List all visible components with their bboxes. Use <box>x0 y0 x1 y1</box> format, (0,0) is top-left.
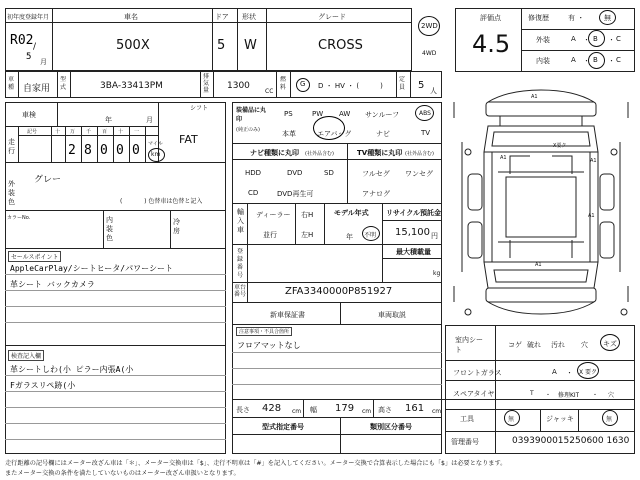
inspection-label: 車検 <box>22 111 36 119</box>
seat-tear: 破れ <box>527 341 541 349</box>
doors: 5 <box>217 38 226 53</box>
mile-label: マイル <box>148 141 163 147</box>
exterior-label: 外装 <box>536 36 550 44</box>
mileage-unit-man: 万 <box>70 129 76 135</box>
score-title: 評価点 <box>480 14 501 22</box>
damage-a1: A1 <box>588 213 595 219</box>
navi-sd: SD <box>324 169 334 177</box>
tv-analog: アナログ <box>362 190 390 198</box>
ext-sep2: ・ <box>608 36 615 44</box>
fuel-label: 燃料 <box>280 76 287 91</box>
notes-label: 注意事項・不具合箇所 <box>236 327 292 336</box>
model-label: 型式 <box>60 76 67 91</box>
equip-tv: TV <box>421 129 431 137</box>
width-label: 幅 <box>310 406 317 414</box>
recycle-yen: 円 <box>431 232 438 240</box>
grade-label: グレード <box>318 13 346 21</box>
repair-label: 修復歴 <box>528 14 549 22</box>
chassis-label: 車台番号 <box>234 284 247 298</box>
reg-no-label: 登録番号 <box>237 248 244 279</box>
equip-sunroof: サンルーフ <box>365 111 400 119</box>
mileage-unit-ichi: 一 <box>134 129 140 135</box>
usage: 自家用 <box>23 84 51 94</box>
interior-color-label: 内装色 <box>106 216 113 242</box>
mileage-digit: 8 <box>84 143 92 158</box>
category-label: 類別区分番号 <box>370 423 412 431</box>
model-year-unknown: 不明 <box>364 232 377 239</box>
jack-value: 無 <box>606 416 613 423</box>
int-b: B <box>593 56 598 64</box>
displacement: 1300 <box>227 81 250 91</box>
new-warranty-label: 新車保証書 <box>270 311 305 319</box>
jack-label: ジャッキ <box>546 415 574 423</box>
equip-aw: AW <box>339 110 351 118</box>
equip-pw: PW <box>312 110 324 118</box>
month-unit: 月 <box>40 58 47 66</box>
tv-fullseg: フルセグ <box>362 170 390 178</box>
mileage-unit-ju: 十 <box>118 129 124 135</box>
spare-sep1: ・ <box>545 392 552 399</box>
first-reg-label: 初年度登録年月 <box>7 14 50 21</box>
equip-airbag: エアバッグ <box>317 130 352 138</box>
first-reg-slash: / <box>33 42 37 52</box>
tool-label: 工具 <box>460 415 474 423</box>
grade: CROSS <box>318 38 363 53</box>
footer-line2: またメーター交換の条件を満たしていないものはメーター改ざん車扱いとなります。 <box>5 470 240 477</box>
sales-point: AppleCarPlay/シートヒータ/パワーシート <box>10 264 173 273</box>
interior-label: 内装 <box>536 57 550 65</box>
tv-oneseg: ワンセグ <box>405 170 433 178</box>
model-code: 3BA-33413PM <box>100 81 163 91</box>
mileage-digit: 0 <box>100 143 108 158</box>
spare-label: スペアタイヤ <box>453 390 495 398</box>
chassis-no: ZFA3340000P851927 <box>285 286 393 297</box>
int-sep2: ・ <box>608 57 615 65</box>
capacity-unit: 人 <box>430 87 437 95</box>
fuel-g: G <box>300 80 306 88</box>
cooling-label: 冷房 <box>173 218 180 235</box>
damage-a1: A1 <box>531 94 538 100</box>
max-load-kg: kg <box>433 270 441 277</box>
windshield-a: A <box>552 368 557 376</box>
ext-color: グレー <box>34 175 62 185</box>
spare-kit: 修理KIT <box>558 392 580 399</box>
color-change-note: ( ) 色替車は色替と記入 <box>120 198 203 205</box>
import-parallel: 並行 <box>263 231 277 239</box>
model-year-unit: 年 <box>346 233 353 241</box>
length-cm: cm <box>292 408 302 415</box>
mileage-unit-sen: 千 <box>86 129 92 135</box>
shift: FAT <box>179 133 198 146</box>
recycle-label: リサイクル預託金 <box>386 209 442 217</box>
seat-hole: 穴 <box>581 341 588 349</box>
navi-label: ナビ種類に丸印 <box>250 149 299 157</box>
import-dealer: ディーラー <box>256 211 291 219</box>
sales-point-label: セールスポイント <box>8 251 61 262</box>
length-label: 長さ <box>236 406 250 414</box>
tv-label: TV種類に丸印 <box>357 149 403 157</box>
shape-label: 形状 <box>242 13 256 21</box>
spare-t: T <box>530 390 534 397</box>
door-label: ドア <box>215 13 229 21</box>
score-value: 4.5 <box>472 30 511 58</box>
footer-line1: 走行距離の記号欄にはメーター改ざん車は「＊」、メーター交換車は「$」、走行不明車は「#」を記入してください。メーター交換で合算表示した場合にも「$」は必要となります。 <box>5 460 507 467</box>
navi-dvd-playback: DVD再生可 <box>277 190 314 198</box>
ext-color-label: 外装色 <box>8 180 15 206</box>
mileage-digit: 0 <box>116 143 124 158</box>
windshield-sep: ・ <box>566 369 573 377</box>
color-no-label: カラーNo. <box>7 215 31 221</box>
repair-options: 有 ・ <box>568 14 585 22</box>
shift-label: シフト <box>190 105 209 112</box>
equip-navi: ナビ <box>376 130 390 138</box>
inspection-year: 年 <box>105 116 112 124</box>
first-reg-month: 5 <box>26 52 32 62</box>
shape: W <box>244 38 257 53</box>
int-c: C <box>616 56 621 64</box>
height: 161 <box>405 403 425 414</box>
equip-ps: PS <box>284 110 293 118</box>
seat-burn: コゲ <box>508 341 522 349</box>
import-left: 左H <box>301 231 314 239</box>
max-load-label: 最大積載量 <box>396 248 431 256</box>
ext-sep1: ・ <box>583 36 590 44</box>
usage-label: 車種 <box>8 76 15 91</box>
seat-dirt: 汚れ <box>551 341 565 349</box>
type-label: 型式指定番号 <box>262 423 304 431</box>
sales-point: 革シート バックカメラ <box>10 280 95 289</box>
import-label: 輸入車 <box>237 208 244 234</box>
mileage-unit-10k: 十 <box>55 129 61 135</box>
ext-c: C <box>616 35 621 43</box>
mgmt-label: 管理番号 <box>451 438 479 446</box>
tv-sub: (社外品含む) <box>405 151 434 157</box>
spare-sep2: ・ <box>592 392 599 399</box>
windshield-selected: X 要ク <box>579 369 598 376</box>
ext-a: A <box>571 35 576 43</box>
car-name-label: 車名 <box>124 13 138 21</box>
int-sep1: ・ <box>583 57 590 65</box>
first-reg-year: R02 <box>10 33 34 48</box>
equip-abs: ABS <box>419 110 431 117</box>
length: 428 <box>262 403 282 414</box>
manual-label: 車両取説 <box>378 311 406 319</box>
interior-seat-label: 室内シート <box>455 336 483 354</box>
capacity: 5 <box>418 80 425 91</box>
ext-b: B <box>593 35 598 43</box>
km-label: km <box>151 151 161 158</box>
navi-hdd: HDD <box>245 169 262 177</box>
equipment-sub: (純正のみ) <box>236 127 260 133</box>
model-year-label: モデル年式 <box>334 209 369 217</box>
car-name: 500X <box>116 38 150 53</box>
height-cm: cm <box>432 408 442 415</box>
inspector-label: 検査記入欄 <box>8 350 44 361</box>
notes: フロアマットなし <box>237 341 301 350</box>
seat-scratch: キズ <box>603 340 617 348</box>
navi-dvd: DVD <box>287 169 303 177</box>
int-a: A <box>571 56 576 64</box>
mileage-label: 走行 <box>8 138 15 155</box>
equipment-label: 装備品に丸印 <box>236 107 266 123</box>
car-diagram <box>448 82 635 322</box>
import-right: 右H <box>301 211 314 219</box>
mileage-digit: 2 <box>68 143 76 158</box>
mileage-unit-sign: 記号 <box>27 129 38 135</box>
equip-leather: 本革 <box>282 130 296 138</box>
drive-2wd: 2WD <box>421 22 438 30</box>
damage-a1: A1 <box>590 158 597 164</box>
inspector-note: Fガラスリペ跡(小 <box>10 381 76 390</box>
spare-hole: 穴 <box>608 392 615 399</box>
displacement-label: 排気量 <box>203 73 210 94</box>
drive-4wd: 4WD <box>422 50 437 57</box>
navi-cd: CD <box>248 189 259 197</box>
recycle-amount: 15,100 <box>395 227 430 238</box>
inspection-month: 月 <box>146 116 153 124</box>
cc-unit: CC <box>265 88 274 95</box>
mileage-unit-hyaku: 百 <box>102 129 108 135</box>
height-label: 高さ <box>378 406 392 414</box>
width-cm: cm <box>362 408 372 415</box>
windshield-label: フロントガラス <box>453 369 502 377</box>
repair-none: 無 <box>604 14 611 22</box>
mileage-digit: 0 <box>132 143 140 158</box>
damage-a1: A1 <box>500 155 507 161</box>
fuel-options: D ・ HV ・ ( ) <box>318 82 383 90</box>
mgmt-no: 0393900015250600 1630 <box>512 436 630 446</box>
damage-a1: A1 <box>535 262 542 268</box>
inspector-note: 革シートしわ(小 ピラー内張A(小 <box>10 365 134 374</box>
width: 179 <box>335 403 355 414</box>
damage-x: X要ク <box>553 143 567 149</box>
capacity-label: 定員 <box>399 76 406 91</box>
tool-value: 無 <box>508 416 515 423</box>
navi-sub: (社外品含む) <box>305 151 334 157</box>
